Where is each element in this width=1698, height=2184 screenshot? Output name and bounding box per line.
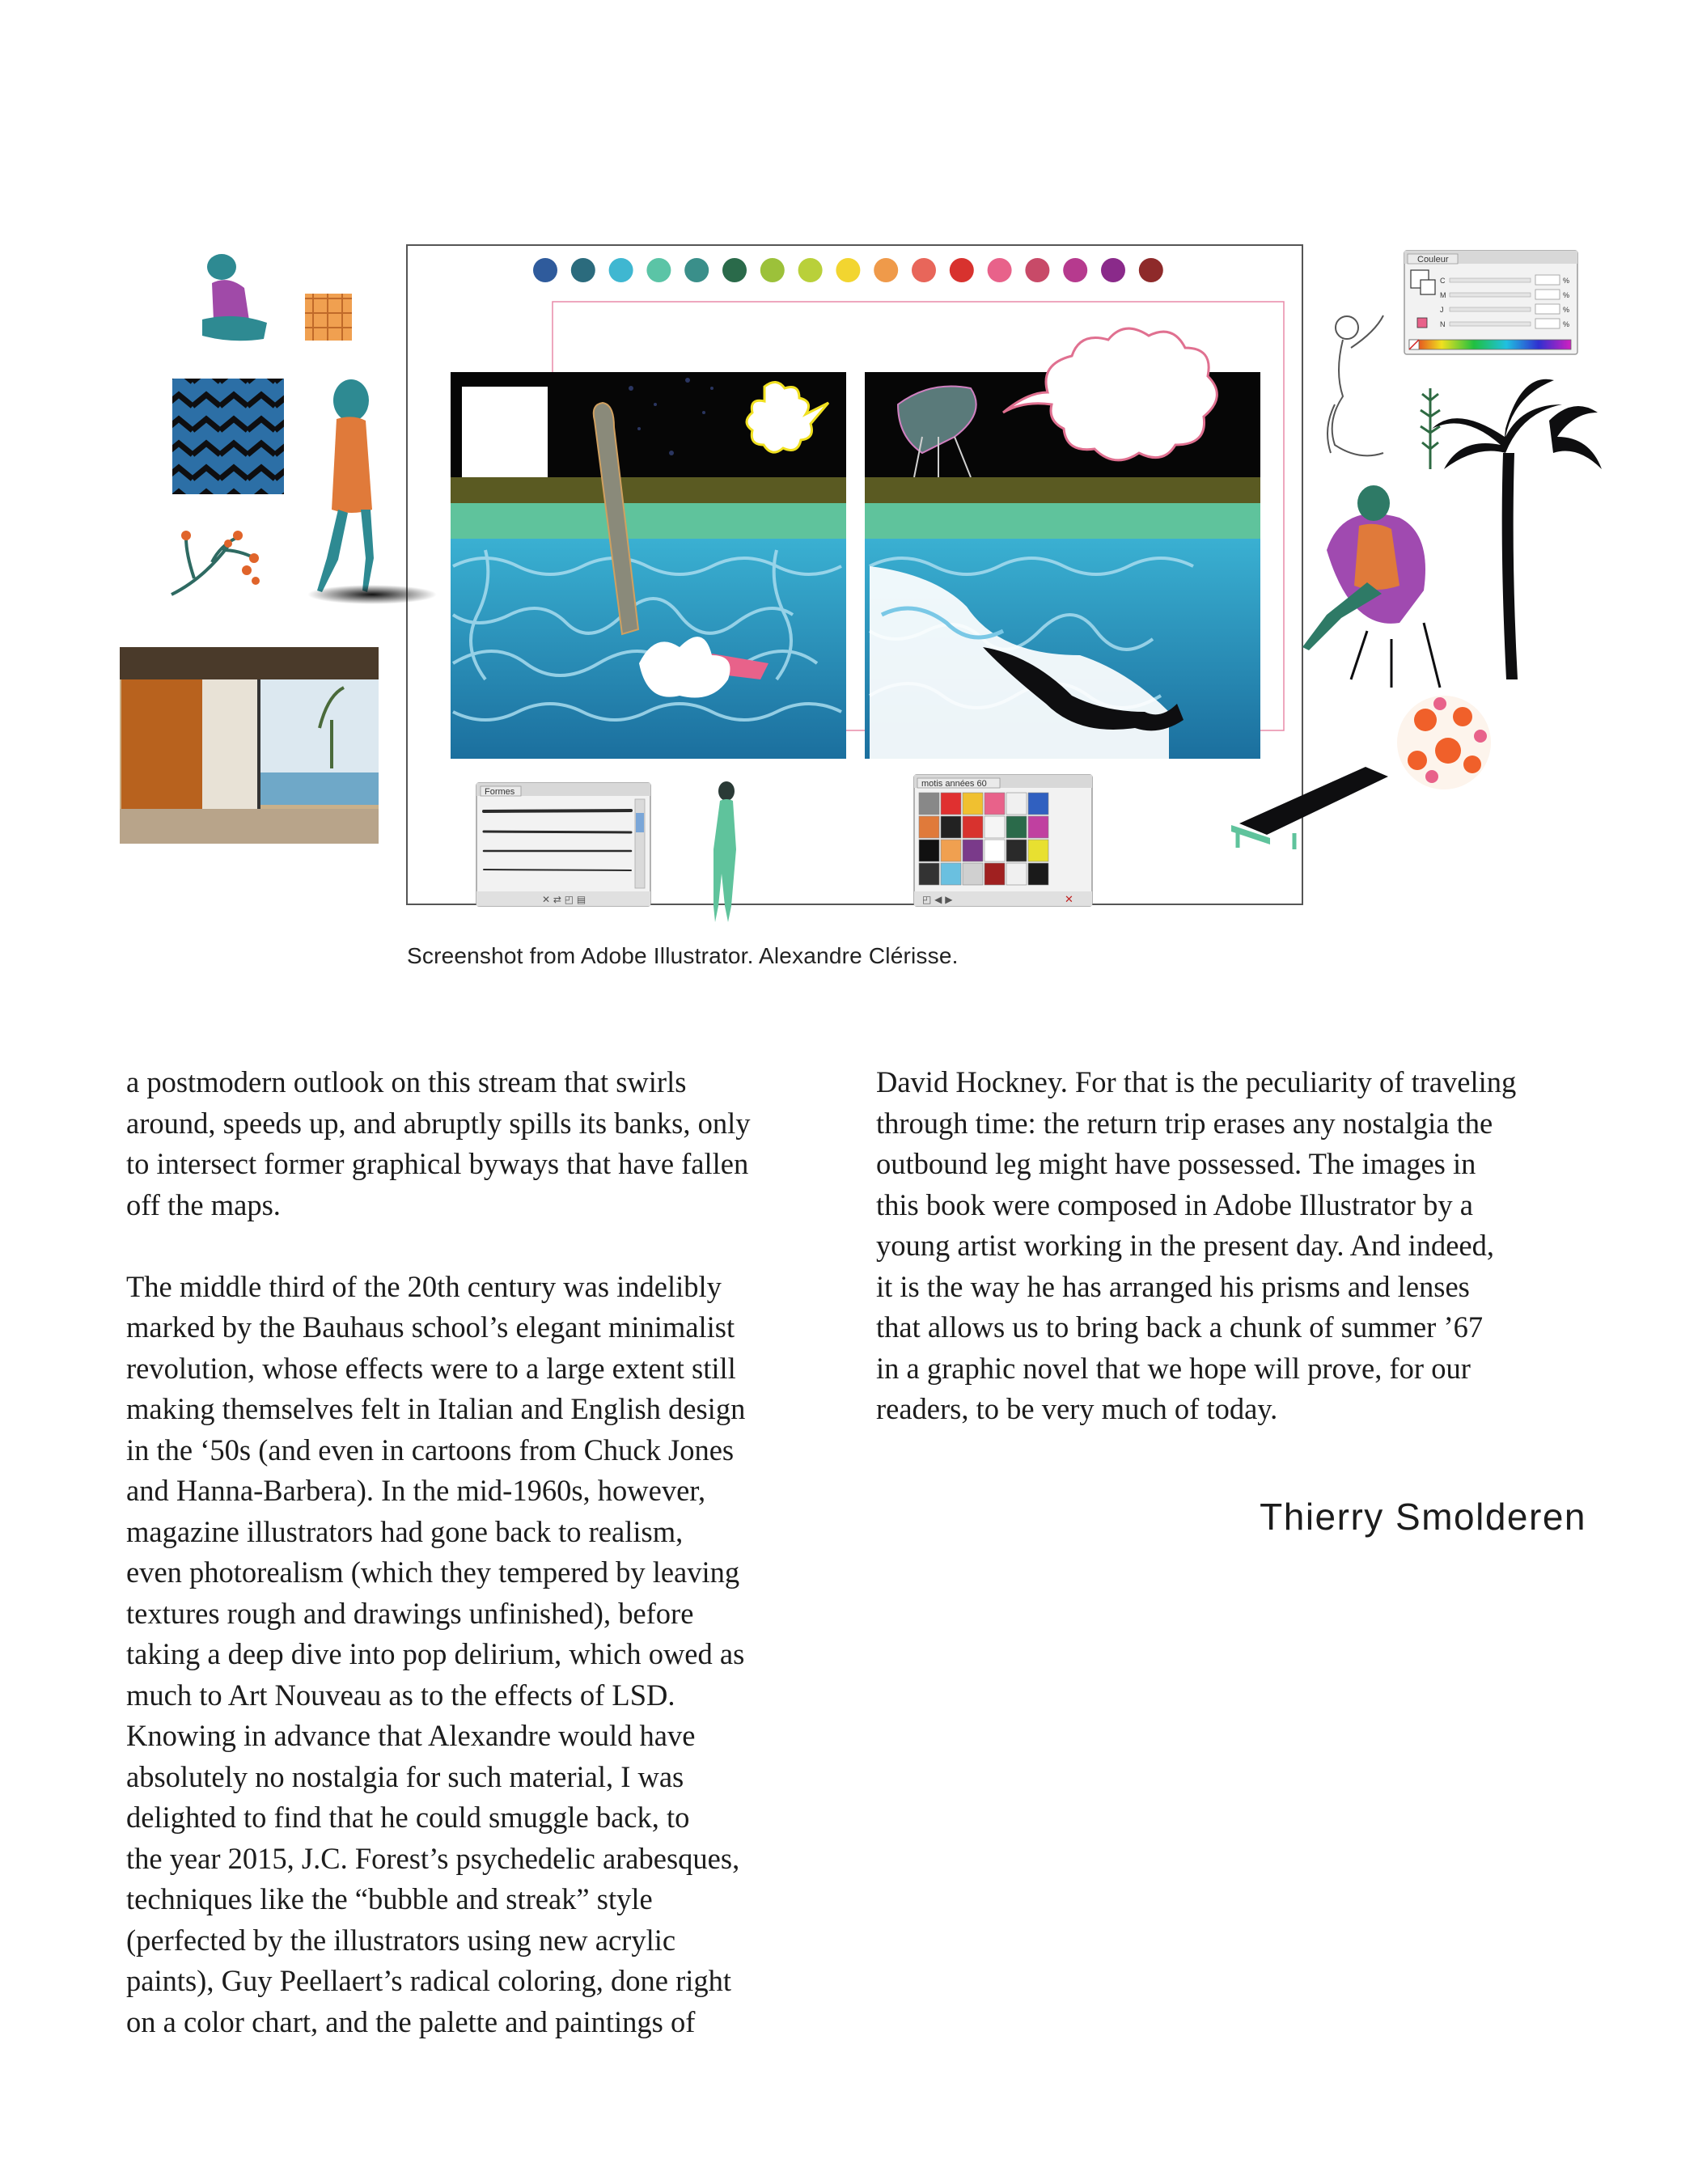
patterns-panel[interactable] [914, 775, 1092, 906]
color-channel-value-field[interactable] [1535, 275, 1560, 285]
palette-swatch[interactable] [1101, 258, 1125, 282]
illustrator-screenshot-figure [0, 0, 1698, 995]
percent-label: % [1563, 277, 1570, 285]
color-palette-swatches[interactable] [533, 258, 1163, 282]
pattern-swatch[interactable] [963, 840, 983, 861]
text-line: a postmodern outlook on this stream that swirls [126, 1065, 687, 1098]
text-line: magazine illustrators had gone back to realism, [126, 1514, 684, 1548]
text-line: it is the way he has arranged his prisms and lenses [876, 1269, 1470, 1303]
pattern-swatch[interactable] [1028, 793, 1048, 815]
seated-figure-icon [202, 254, 267, 341]
pattern-swatch[interactable] [919, 863, 939, 885]
palette-swatch[interactable] [988, 258, 1012, 282]
percent-label: % [1563, 291, 1570, 299]
palette-swatch[interactable] [874, 258, 898, 282]
flower-pattern-icon [1397, 696, 1491, 789]
palette-swatch[interactable] [798, 258, 823, 282]
comic-panel-left [451, 372, 846, 759]
patterns-panel-title: motis années 60 [921, 779, 987, 789]
pattern-swatch[interactable] [985, 863, 1005, 885]
text-line: much to Art Nouveau as to the effects of LSD. [126, 1678, 675, 1712]
delete-pattern-icon[interactable]: ✕ [1065, 894, 1073, 906]
text-line: taking a deep dive into pop delirium, which owed as [126, 1637, 745, 1670]
palette-swatch[interactable] [533, 258, 557, 282]
palette-swatch[interactable] [912, 258, 936, 282]
interior-photo-icon [120, 647, 379, 844]
pattern-swatch[interactable] [1006, 816, 1027, 838]
text-line: textures rough and drawings unfinished), before [126, 1596, 694, 1630]
pattern-swatch[interactable] [985, 816, 1005, 838]
text-line: absolutely no nostalgia for such material, I was [126, 1759, 684, 1793]
color-panel-title: Couleur [1417, 255, 1449, 265]
color-channel-label: N [1440, 320, 1446, 328]
pattern-swatch[interactable] [941, 816, 961, 838]
pattern-swatch[interactable] [1028, 863, 1048, 885]
text-line: that allows us to bring back a chunk of summer ’67 [876, 1310, 1484, 1344]
color-channel-label: J [1440, 306, 1444, 314]
pattern-swatch[interactable] [985, 793, 1005, 815]
text-line: marked by the Bauhaus school’s elegant minimalist [126, 1310, 735, 1344]
pattern-swatch-icon [305, 294, 352, 341]
color-channel-label: C [1440, 277, 1446, 285]
woman-in-chair-icon [1302, 485, 1440, 688]
author-signature: Thierry Smolderen [1260, 1496, 1586, 1538]
color-panel[interactable] [1404, 251, 1577, 354]
palette-swatch[interactable] [646, 258, 671, 282]
pattern-swatch[interactable] [1006, 793, 1027, 815]
percent-label: % [1563, 306, 1570, 314]
text-line: the year 2015, J.C. Forest’s psychedelic arabesques, [126, 1841, 740, 1875]
percent-label: % [1563, 320, 1570, 328]
color-channel-value-field[interactable] [1535, 319, 1560, 328]
text-line: Knowing in advance that Alexandre would have [126, 1719, 696, 1752]
text-line: young artist working in the present day. And indeed, [876, 1229, 1494, 1262]
palette-swatch[interactable] [609, 258, 633, 282]
palette-swatch[interactable] [836, 258, 860, 282]
pattern-swatch[interactable] [963, 793, 983, 815]
text-line: paints), Guy Peellaert’s radical coloring, done right [126, 1964, 732, 1997]
color-channel-slider[interactable] [1450, 307, 1531, 311]
palette-swatch[interactable] [722, 258, 747, 282]
article-column-right [876, 1062, 1604, 1430]
pattern-swatch[interactable] [941, 793, 961, 815]
pattern-swatch[interactable] [1028, 816, 1048, 838]
palette-swatch[interactable] [760, 258, 785, 282]
comic-panel-right [865, 328, 1260, 759]
brushes-panel-toolbar-icons[interactable]: ✕ ⇄ ◰ ▤ [542, 894, 586, 905]
color-channel-value-field[interactable] [1535, 290, 1560, 299]
color-channel-slider[interactable] [1450, 278, 1531, 282]
selected-color-chip[interactable] [1417, 318, 1427, 328]
sketch-figure-icon [1327, 315, 1383, 455]
chevron-pattern-icon [172, 379, 284, 494]
color-channel-slider[interactable] [1450, 322, 1531, 326]
text-line: readers, to be very much of today. [876, 1392, 1278, 1425]
text-line: around, speeds up, and abruptly spills its banks, only [126, 1106, 751, 1140]
pattern-swatch[interactable] [919, 816, 939, 838]
figure-caption: Screenshot from Adobe Illustrator. Alexandre Clérisse. [407, 943, 959, 968]
text-line: (perfected by the illustrators using new acrylic [126, 1923, 676, 1957]
pattern-swatch[interactable] [1028, 840, 1048, 861]
text-line: on a color chart, and the palette and paintings of [126, 2004, 696, 2038]
patterns-panel-toolbar-icons[interactable]: ◰ ◀ ▶ [922, 894, 953, 905]
palm-tree-icon [1432, 379, 1602, 679]
text-line: David Hockney. For that is the peculiarity of traveling [876, 1065, 1517, 1098]
palette-swatch[interactable] [1025, 258, 1049, 282]
pattern-swatch[interactable] [941, 863, 961, 885]
pattern-swatch[interactable] [985, 840, 1005, 861]
text-line: even photorealism (which they tempered by leaving [126, 1555, 740, 1589]
text-line: off the maps. [126, 1187, 281, 1221]
article-paragraph [126, 1267, 854, 2043]
branch-icon [171, 531, 260, 595]
fern-icon [1421, 388, 1440, 469]
article-paragraph [126, 1062, 854, 1225]
palette-swatch[interactable] [1063, 258, 1087, 282]
pattern-swatch[interactable] [941, 840, 961, 861]
article-paragraph [876, 1062, 1604, 1430]
text-line: in a graphic novel that we hope will prove, for our [876, 1351, 1471, 1385]
text-line: and Hanna-Barbera). In the mid-1960s, however, [126, 1474, 706, 1507]
text-line: delighted to find that he could smuggle back, to [126, 1801, 690, 1834]
pattern-swatch[interactable] [1006, 840, 1027, 861]
text-line: through time: the return trip erases any nostalgia the [876, 1106, 1493, 1140]
pattern-swatch[interactable] [1006, 863, 1027, 885]
text-line: in the ‘50s (and even in cartoons from Chuck Jones [126, 1433, 735, 1467]
article-column-left [126, 1062, 854, 2042]
palette-swatch[interactable] [571, 258, 595, 282]
palette-swatch[interactable] [1139, 258, 1163, 282]
text-line: The middle third of the 20th century was indelibly [126, 1269, 722, 1303]
palette-swatch[interactable] [950, 258, 974, 282]
color-channel-slider[interactable] [1450, 293, 1531, 297]
text-line: outbound leg might have possessed. The images in [876, 1147, 1476, 1180]
pattern-swatch[interactable] [919, 840, 939, 861]
text-line: revolution, whose effects were to a large extent still [126, 1351, 736, 1385]
color-channel-value-field[interactable] [1535, 304, 1560, 314]
pattern-swatch[interactable] [963, 816, 983, 838]
color-channel-label: M [1440, 291, 1446, 299]
text-line: this book were composed in Adobe Illustrator by a [876, 1187, 1473, 1221]
text-line: making themselves felt in Italian and English design [126, 1392, 746, 1425]
pattern-swatch[interactable] [963, 863, 983, 885]
text-line: techniques like the “bubble and streak” style [126, 1882, 653, 1915]
pattern-swatch[interactable] [919, 793, 939, 815]
brushes-panel[interactable] [476, 783, 650, 906]
brushes-panel-title: Formes [485, 787, 515, 797]
palette-swatch[interactable] [684, 258, 709, 282]
text-line: to intersect former graphical byways that have fallen [126, 1147, 749, 1180]
